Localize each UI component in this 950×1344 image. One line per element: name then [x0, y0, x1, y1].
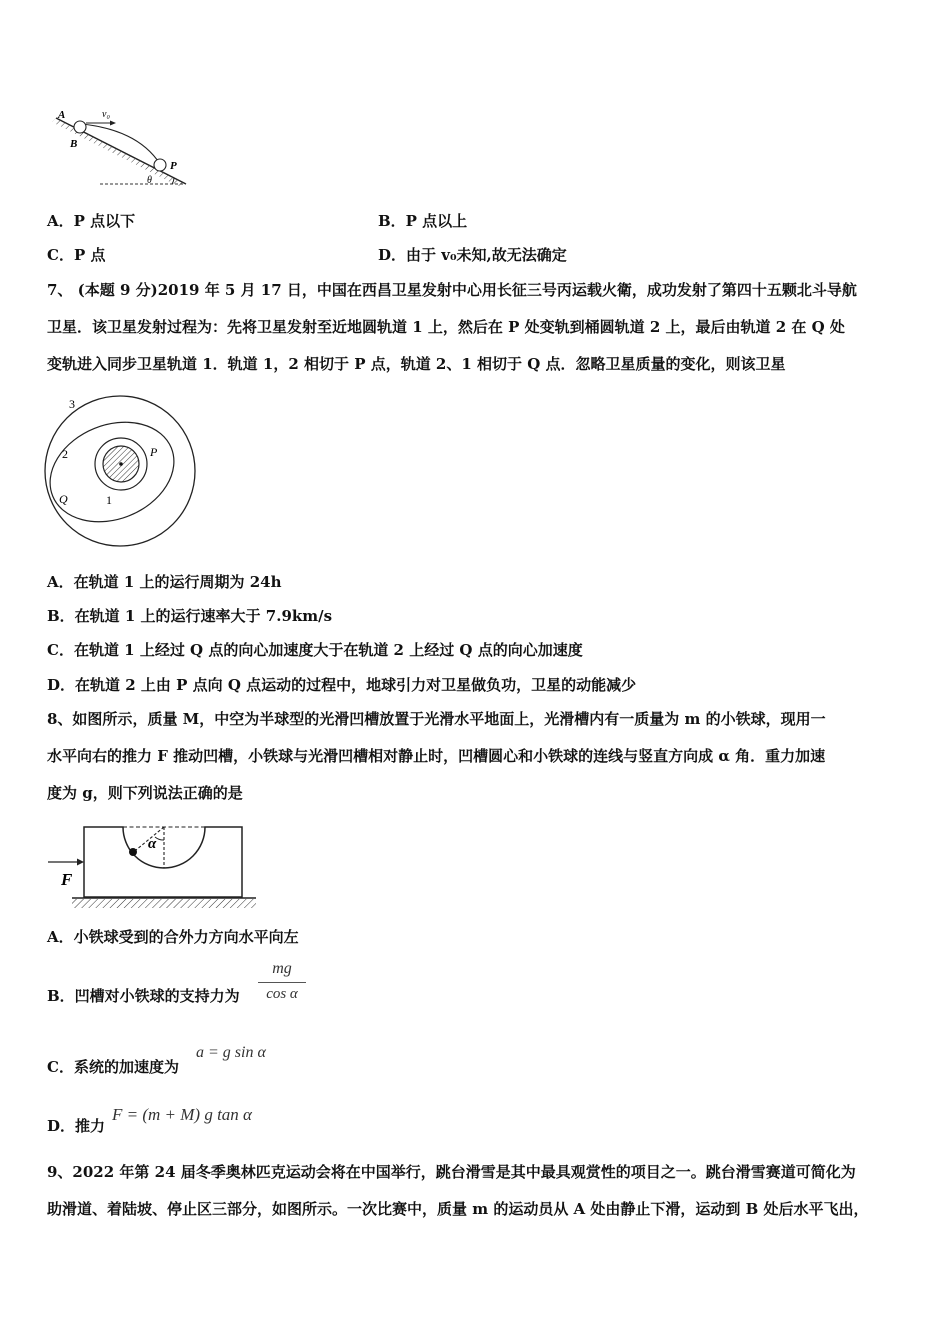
force-arrowhead [77, 859, 84, 866]
q7-stem-line1: 7、 (本题 9 分)2019 年 5 月 17 日，中国在西昌卫星发射中心用长征三号丙运载火衛，成功发射了第四十五颗北斗导航 [47, 281, 857, 299]
label-theta: θ [147, 175, 152, 186]
trajectory-curve [82, 124, 160, 164]
fraction-numerator: mg [258, 958, 306, 983]
label-q: Q [59, 492, 68, 506]
q8-option-b-fraction [258, 958, 306, 1005]
q8-stem-line3: 度为 g，则下列说法正确的是 [47, 784, 243, 802]
ball-start [74, 121, 86, 133]
fraction-denominator: cos α [266, 986, 298, 1002]
q7-option-d: D．在轨道 2 上由 P 点向 Q 点运动的过程中，地球引力对卫星做负功，卫星的动能减少 [47, 676, 637, 694]
q6-option-c: C．P 点 [47, 246, 106, 264]
q9-stem-line2: 助滑道、着陆坡、停止区三部分，如图所示。一次比赛中，质量 m 的运动员从 A 处由静止下滑，运动到 B 处后水平飞出， [47, 1200, 869, 1218]
q8-option-c-formula: a = g sin α [196, 1044, 266, 1061]
label-orbit-2: 2 [62, 447, 68, 461]
q8-option-a: A．小铁球受到的合外力方向水平向左 [47, 928, 299, 946]
label-v0: v₀ [102, 109, 110, 120]
label-alpha: α [148, 836, 157, 852]
label-p: P [170, 160, 177, 172]
satellite-orbits-figure [42, 392, 202, 548]
q8-stem-line1: 8、如图所示，质量 M，中空为半球型的光滑凹槽放置于光滑水平地面上，光滑槽内有一质量为 m 的小铁球，现用一 [47, 710, 826, 728]
label-b: B [70, 138, 78, 150]
alpha-arc [155, 837, 164, 840]
groove-block [84, 827, 242, 897]
label-orbit-3: 3 [69, 397, 75, 411]
q8-option-d-formula: F = (m + M) g tan α [112, 1105, 252, 1124]
groove-block-figure [44, 818, 260, 914]
q7-option-a: A．在轨道 1 上的运行周期为 24h [47, 573, 282, 591]
label-f: F [61, 870, 73, 889]
q7-option-b: B．在轨道 1 上的运行速率大于 7.9km/s [47, 607, 333, 625]
ball-p [154, 159, 166, 171]
q8-option-c: C．系统的加速度为 [47, 1058, 179, 1076]
q7-stem-line2: 卫星．该卫星发射过程为：先将卫星发射至近地圆轨道 1 上，然后在 P 处变轨到桶圆轨道 2 上，最后由轨道 2 在 Q 处 [47, 318, 845, 336]
label-p: P [150, 445, 158, 459]
label-orbit-1: 1 [106, 493, 112, 507]
earth-center [119, 462, 123, 466]
q9-stem-line1: 9、2022 年第 24 届冬季奥林匹克运动会将在中国举行，跳台滑雪是其中最具观赏性的项目之一。跳台滑雪赛道可简化为 [47, 1163, 856, 1181]
q7-option-c: C．在轨道 1 上经过 Q 点的向心加速度大于在轨道 2 上经过 Q 点的向心加速度 [47, 641, 583, 659]
q6-option-a: A．P 点以下 [47, 212, 136, 230]
velocity-arrowhead [110, 121, 116, 126]
q8-option-d: D．推力 [47, 1117, 106, 1135]
q6-option-b: B．P 点以上 [378, 212, 468, 230]
iron-ball [129, 848, 137, 856]
label-a: A [58, 109, 66, 121]
ground-hatch [72, 899, 256, 908]
incline-projectile-figure [48, 104, 194, 190]
q8-stem-line2: 水平向右的推力 F 推动凹槽，小铁球与光滑凹槽相对静止时，凹槽圆心和小铁球的连线与竖直方向成 α 角．重力加速 [47, 747, 826, 765]
q6-option-d: D．由于 v₀未知,故无法确定 [378, 246, 567, 264]
q7-stem-line3: 变轨进入同步卫星轨道 1．轨道 1，2 相切于 P 点，轨道 2、1 相切于 Q 点．忽略卫星质量的变化，则该卫星 [47, 355, 786, 373]
incline-hatch [52, 118, 186, 186]
q8-option-b: B．凹槽对小铁球的支持力为 [47, 987, 240, 1005]
